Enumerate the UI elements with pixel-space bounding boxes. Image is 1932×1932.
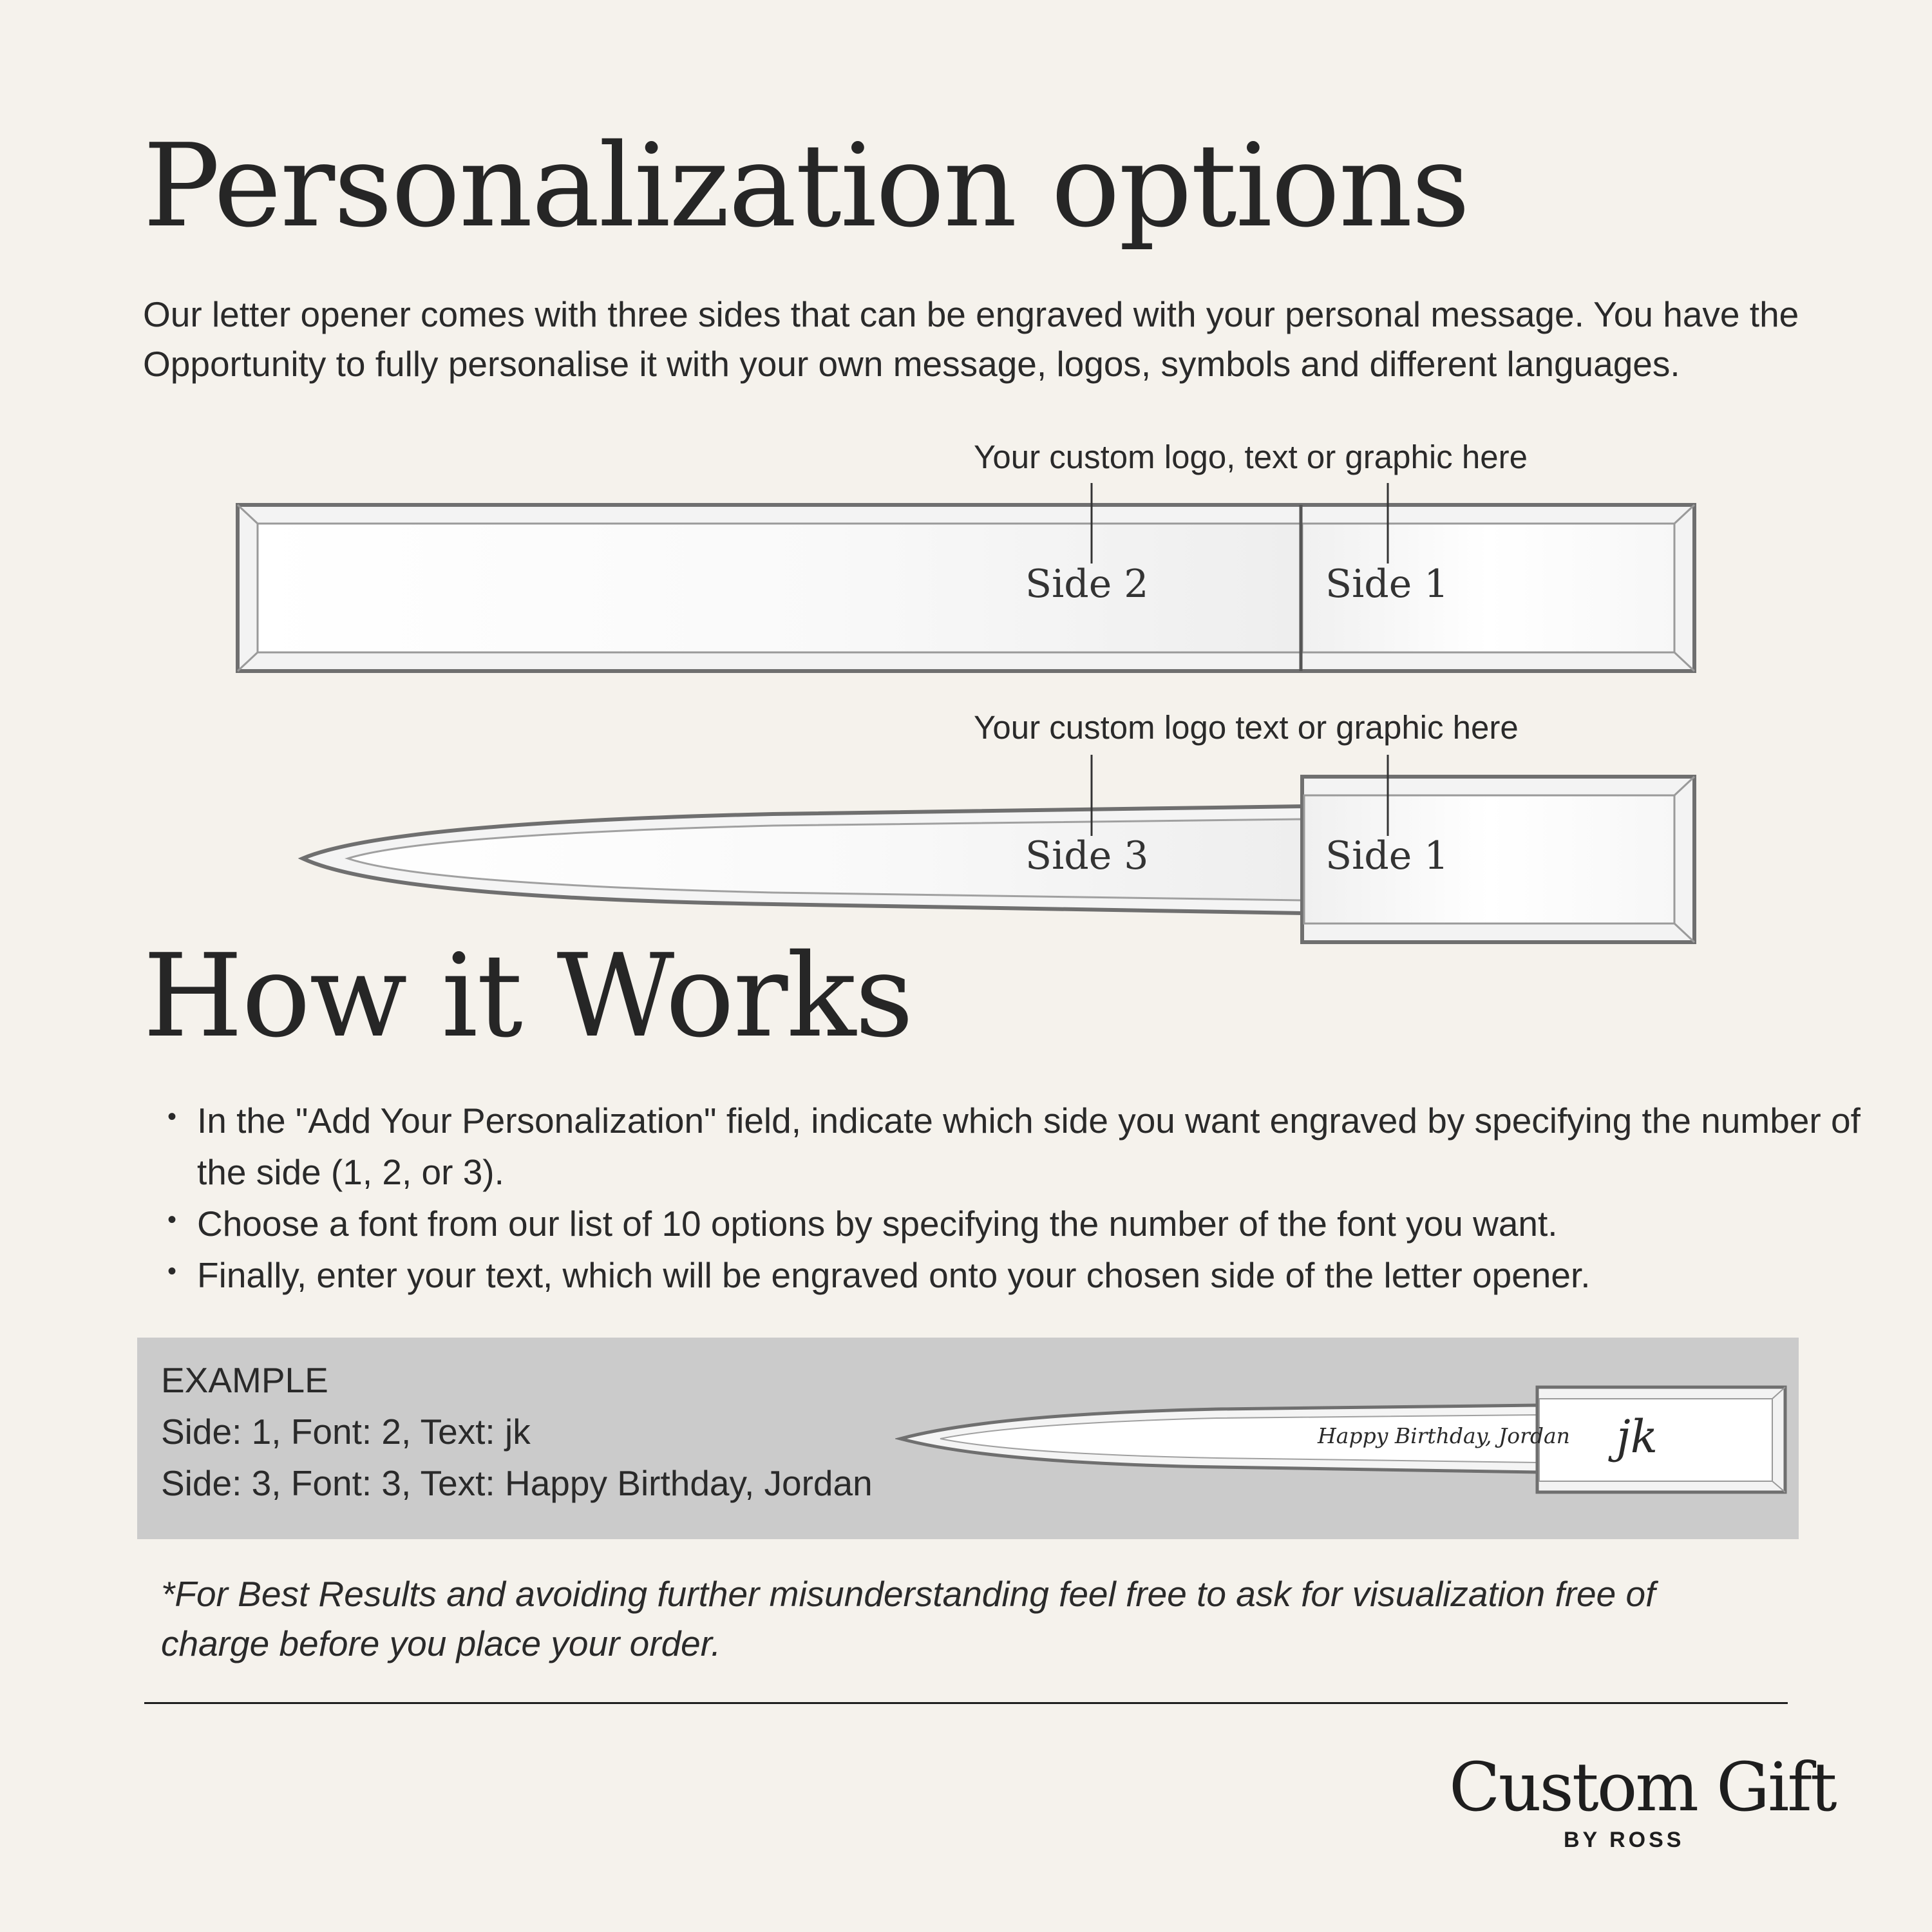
how-it-works-title: How it Works <box>143 929 913 1063</box>
example-line-1: Side: 1, Font: 2, Text: jk <box>161 1412 531 1452</box>
bottom-side-3-label: Side 3 <box>1025 833 1149 878</box>
step-text: Choose a font from our list of 10 options by specifying the number of the font you want. <box>197 1204 1558 1244</box>
bottom-callout-label: Your custom logo text or graphic here <box>974 709 1519 746</box>
brand-logo-sub: BY ROSS <box>1564 1828 1685 1852</box>
divider <box>144 1702 1788 1704</box>
top-side-2-label: Side 2 <box>1025 562 1149 607</box>
footnote: *For Best Results and avoiding further misunderstanding feel free to ask for visualization free of charge before you place your order. <box>161 1574 1656 1663</box>
bullet-icon: • <box>167 1257 177 1285</box>
step-text: In the "Add Your Personalization" field, indicate which side you want engraved by specifying the number of the side (1, 2, or 3). <box>197 1101 1861 1192</box>
step-item <box>161 1095 1868 1198</box>
page-title: Personalization options <box>143 119 1469 252</box>
example-blade-engraving: Happy Birthday, Jordan <box>1318 1423 1570 1448</box>
example-line-2: Side: 3, Font: 3, Text: Happy Birthday, Jordan <box>161 1463 873 1503</box>
top-side-1-label: Side 1 <box>1325 562 1449 607</box>
example-heading: EXAMPLE <box>161 1360 328 1400</box>
step-item <box>161 1249 1868 1301</box>
bottom-opener-diagram <box>303 755 1694 942</box>
bottom-side-1-label: Side 1 <box>1325 833 1449 878</box>
example-handle-engraving: jk <box>1616 1410 1658 1463</box>
steps-list <box>161 1095 1868 1301</box>
bullet-icon: • <box>167 1206 177 1234</box>
intro-paragraph: Our letter opener comes with three sides that can be engraved with your personal message. You have the Opportunity to fully personalise it with your own message, logos, symbols and different languages. <box>143 294 1799 384</box>
brand-logo-name: Custom Gift <box>1449 1748 1835 1826</box>
top-callout-label: Your custom logo, text or graphic here <box>974 439 1528 475</box>
step-item <box>161 1198 1868 1249</box>
top-opener-diagram <box>238 483 1694 671</box>
bullet-icon: • <box>167 1103 177 1131</box>
step-text: Finally, enter your text, which will be engraved onto your chosen side of the letter opener. <box>197 1255 1591 1295</box>
